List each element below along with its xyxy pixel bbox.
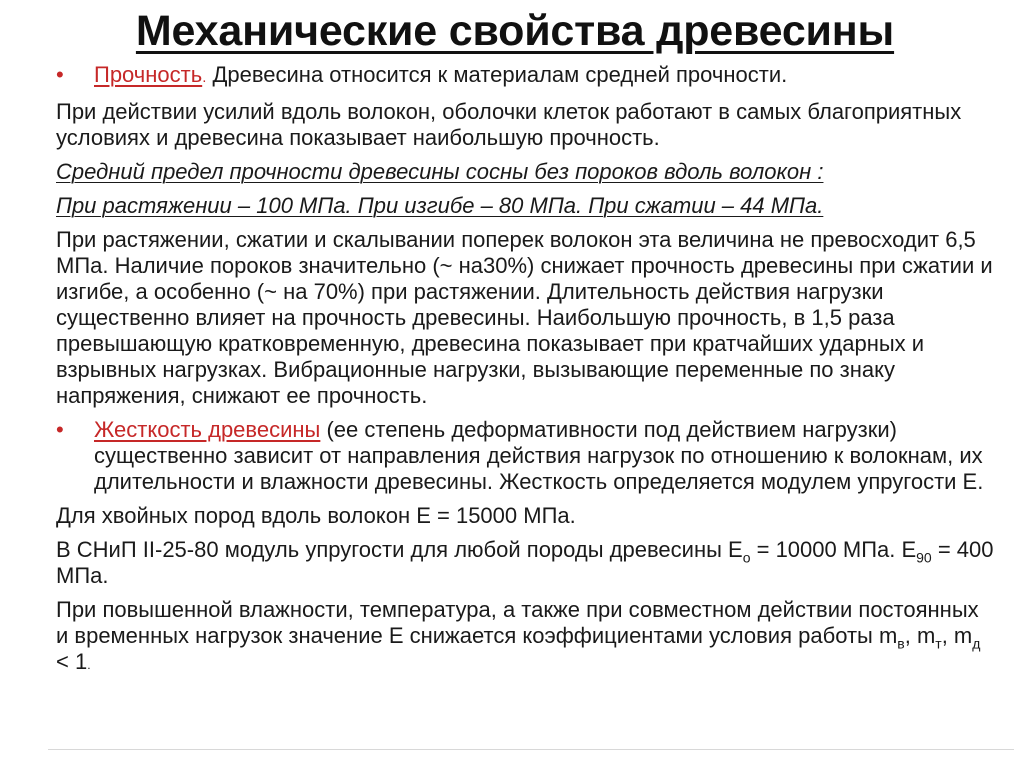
- humidity-text-3: , m: [941, 623, 973, 648]
- snip-sub-2: 90: [916, 549, 932, 566]
- slide-body: [56, 62, 996, 686]
- humidity-end: .: [87, 658, 91, 672]
- humidity-text-1: При повышенной влажности, температура, а также при совместном действии постоянных и временных нагрузок значение Е снижается коэффициентами условия работы m: [56, 597, 979, 648]
- paragraph-across-fibers: При растяжении, сжатии и скалывании поперек волокон эта величина не превосходит 6,5 МПа. Наличие пороков значительно (~ на30%) снижает прочность древесины при сжатии и изгибе, а особенно (~ на 70%) при растяжении. Длительность действия нагрузки существенно влияет на прочность древесины. Наибольшую прочность, в 1,5 раза превышающую кратковременную, древесина показывает при кратчайших ударных и взрывных нагрузках. Вибрационные нагрузки, вызывающие переменные по знаку напряжения, снижают ее прочность.: [56, 227, 993, 408]
- strength-text: Древесина относится к материалам средней прочности.: [206, 62, 788, 87]
- snip-text-3: = 400 МПа.: [56, 537, 994, 588]
- paragraph-humidity: [56, 597, 996, 678]
- paragraph-strength-values: При растяжении – 100 МПа. При изгибе – 80 МПа. При сжатии – 44 МПа.: [56, 193, 824, 218]
- slide-title: Механические свойства древесины: [135, 7, 895, 55]
- bullet-strength: [56, 62, 996, 91]
- paragraph-conifer: Для хвойных пород вдоль волокон Е = 15000 МПа.: [56, 503, 576, 528]
- term-strength: Прочность: [94, 62, 203, 87]
- humidity-sub-3: д: [972, 635, 981, 652]
- bullet-icon: •: [56, 417, 64, 442]
- humidity-sub-1: в: [897, 635, 905, 652]
- paragraph-average-limit: Средний предел прочности древесины сосны без пороков вдоль волокон :: [56, 159, 824, 184]
- humidity-text-2: , m: [904, 623, 936, 648]
- term-strength-dot: .: [202, 69, 207, 86]
- bullet-stiffness: [56, 417, 996, 495]
- stiffness-text: (ее степень деформативности под действием нагрузки) существенно зависит от направления действия нагрузок по отношению к волокнам, их длительности и влажности древесины. Жесткость определяется модулем упругости Е.: [94, 417, 984, 494]
- humidity-sub-2: т: [935, 635, 942, 652]
- humidity-text-4: < 1: [56, 649, 88, 674]
- bullet-icon: •: [56, 62, 64, 87]
- paragraph-fibers: При действии усилий вдоль волокон, оболочки клеток работают в самых благоприятных условиях и древесина показывает наибольшую прочность.: [56, 99, 962, 150]
- snip-sub-1: о: [742, 549, 751, 566]
- paragraph-snip: [56, 537, 996, 589]
- snip-text-1: В СНиП II-25-80 модуль упругости для любой породы древесины Е: [56, 537, 743, 562]
- term-stiffness: Жесткость древесины: [94, 417, 321, 442]
- snip-text-2: = 10000 МПа. Е: [750, 537, 917, 562]
